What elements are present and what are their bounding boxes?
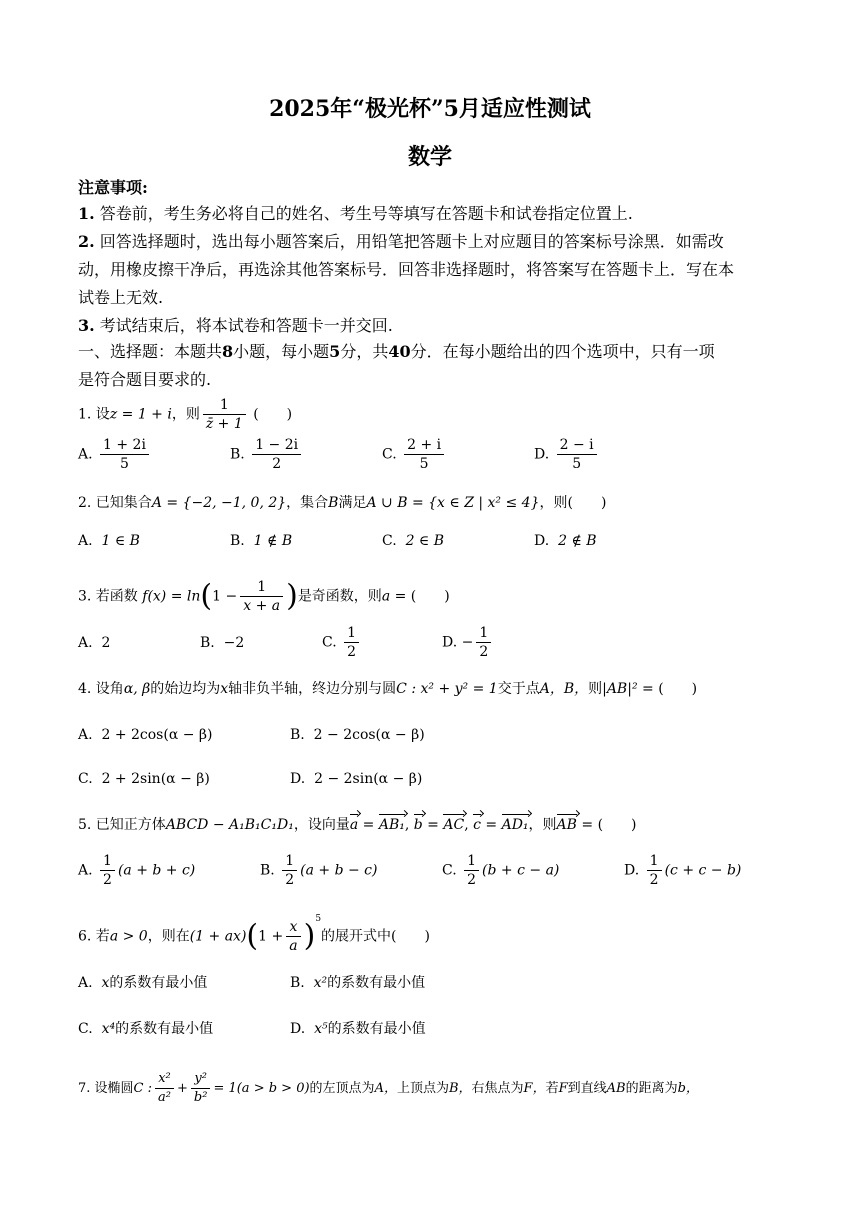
- q2-option-d: D. 2 ∉ B: [534, 533, 597, 549]
- q6-option-c: C. x⁴的系数有最小值: [78, 1021, 214, 1037]
- q5-option-c: C. $\frac{1}{2}$ (b + c − a): [442, 853, 560, 888]
- q3-option-d: D. − $\frac{1}{2}$: [442, 624, 494, 661]
- question-1: 1. 设z = 1 + i，则 $\frac{1}{z̄ + 1}$ ( ): [78, 397, 293, 432]
- q3-option-b: B. −2: [200, 635, 245, 651]
- q4-option-c: C. 2 + 2sin(α − β): [78, 771, 210, 787]
- q3-option-a: A. 2: [78, 635, 111, 651]
- notice-item-2-end: 试卷上无效.: [78, 288, 164, 307]
- q5-option-b: B. $\frac{1}{2}$ (a + b − c): [260, 853, 378, 888]
- subject-title: 数学: [407, 144, 452, 170]
- q1-option-d: D. $\frac{2 - i}{5}$: [534, 436, 600, 473]
- section-heading-cont: 是符合题目要求的.: [78, 370, 212, 389]
- q1-option-c: C. $\frac{2 + i}{5}$: [382, 436, 447, 473]
- q6-option-b: B. x²的系数有最小值: [290, 975, 426, 991]
- q3-option-c: C. $\frac{1}{2}$: [322, 624, 362, 661]
- q2-option-b: B. 1 ∉ B: [230, 533, 293, 549]
- q5-option-a: A. $\frac{1}{2}$ (a + b + c): [78, 853, 196, 888]
- question-4: 4. 设角α, β的始边均为x轴非负半轴，终边分别与圆C : x² + y² = 1交于点A，B，则|AB|² = ( ): [78, 681, 698, 697]
- q6-option-a: A. x的系数有最小值: [78, 975, 208, 991]
- question-7: 7. 设椭圆C : $\frac{\text{x²}}{\text{a²}}$ + $\frac{\text{y²}}{\text{b²}}$ = 1(a > b > 0)的左顶点为A，上顶点为B，右焦点为F，若F到直线AB的距离为b，: [78, 1071, 699, 1105]
- q2-option-a: A. 1 ∈ B: [78, 533, 140, 549]
- notice-item-2: 2. 回答选择题时，选出每小题答案后，用铅笔把答题卡上对应题目的答案标号涂黑．如需改: [78, 232, 724, 251]
- q6-option-d: D. x⁵的系数有最小值: [290, 1021, 426, 1037]
- q1-option-b: B. $\frac{1 - 2i}{2}$: [230, 436, 304, 473]
- q4-option-a: A. 2 + 2cos(α − β): [78, 727, 213, 743]
- question-3: 3. 若函数 f(x) = ln(1 − $\frac{1}{x + a}$ )是奇函数，则a = ( ): [78, 578, 450, 614]
- notice-item-1: 1. 答卷前，考生务必将自己的姓名、考生号等填写在答题卡和试卷指定位置上.: [78, 204, 633, 223]
- question-5: 5. 已知正方体ABCD − A₁B₁C₁D₁，设向量a = AB₁, b = AC, c = AD₁，则AB = ( ): [78, 817, 637, 833]
- notice-heading: 注意事项:: [78, 178, 148, 197]
- question-6: 6. 若a > 0，则在(1 + ax)(1 + $\frac{x}{a}$ )$^5$的展开式中( ): [78, 913, 430, 954]
- question-2: 2. 已知集合A = {−2, −1, 0, 2}，集合B满足A ∪ B = {x ∈ Z | x² ≤ 4}，则( ): [78, 495, 607, 511]
- q4-option-b: B. 2 − 2cos(α − β): [290, 727, 425, 743]
- q4-option-d: D. 2 − 2sin(α − β): [290, 771, 423, 787]
- exam-title: 2025年“极光杯”5月适应性测试: [269, 96, 591, 122]
- q1-fraction: $\frac{1}{z̄ + 1}$: [203, 396, 246, 433]
- section-heading: 一、选择题：本题共8小题，每小题5分，共40分．在每小题给出的四个选项中，只有一项: [78, 342, 715, 361]
- notice-item-3: 3. 考试结束后，将本试卷和答题卡一并交回.: [78, 316, 393, 335]
- q2-option-c: C. 2 ∈ B: [382, 533, 445, 549]
- notice-item-2-cont: 动，用橡皮擦干净后，再选涂其他答案标号．回答非选择题时，将答案写在答题卡上．写在本: [78, 260, 735, 279]
- q1-option-a: A. $\frac{1 + 2i}{5}$: [78, 436, 152, 473]
- q5-option-d: D. $\frac{1}{2}$ (c + c − b): [624, 853, 742, 888]
